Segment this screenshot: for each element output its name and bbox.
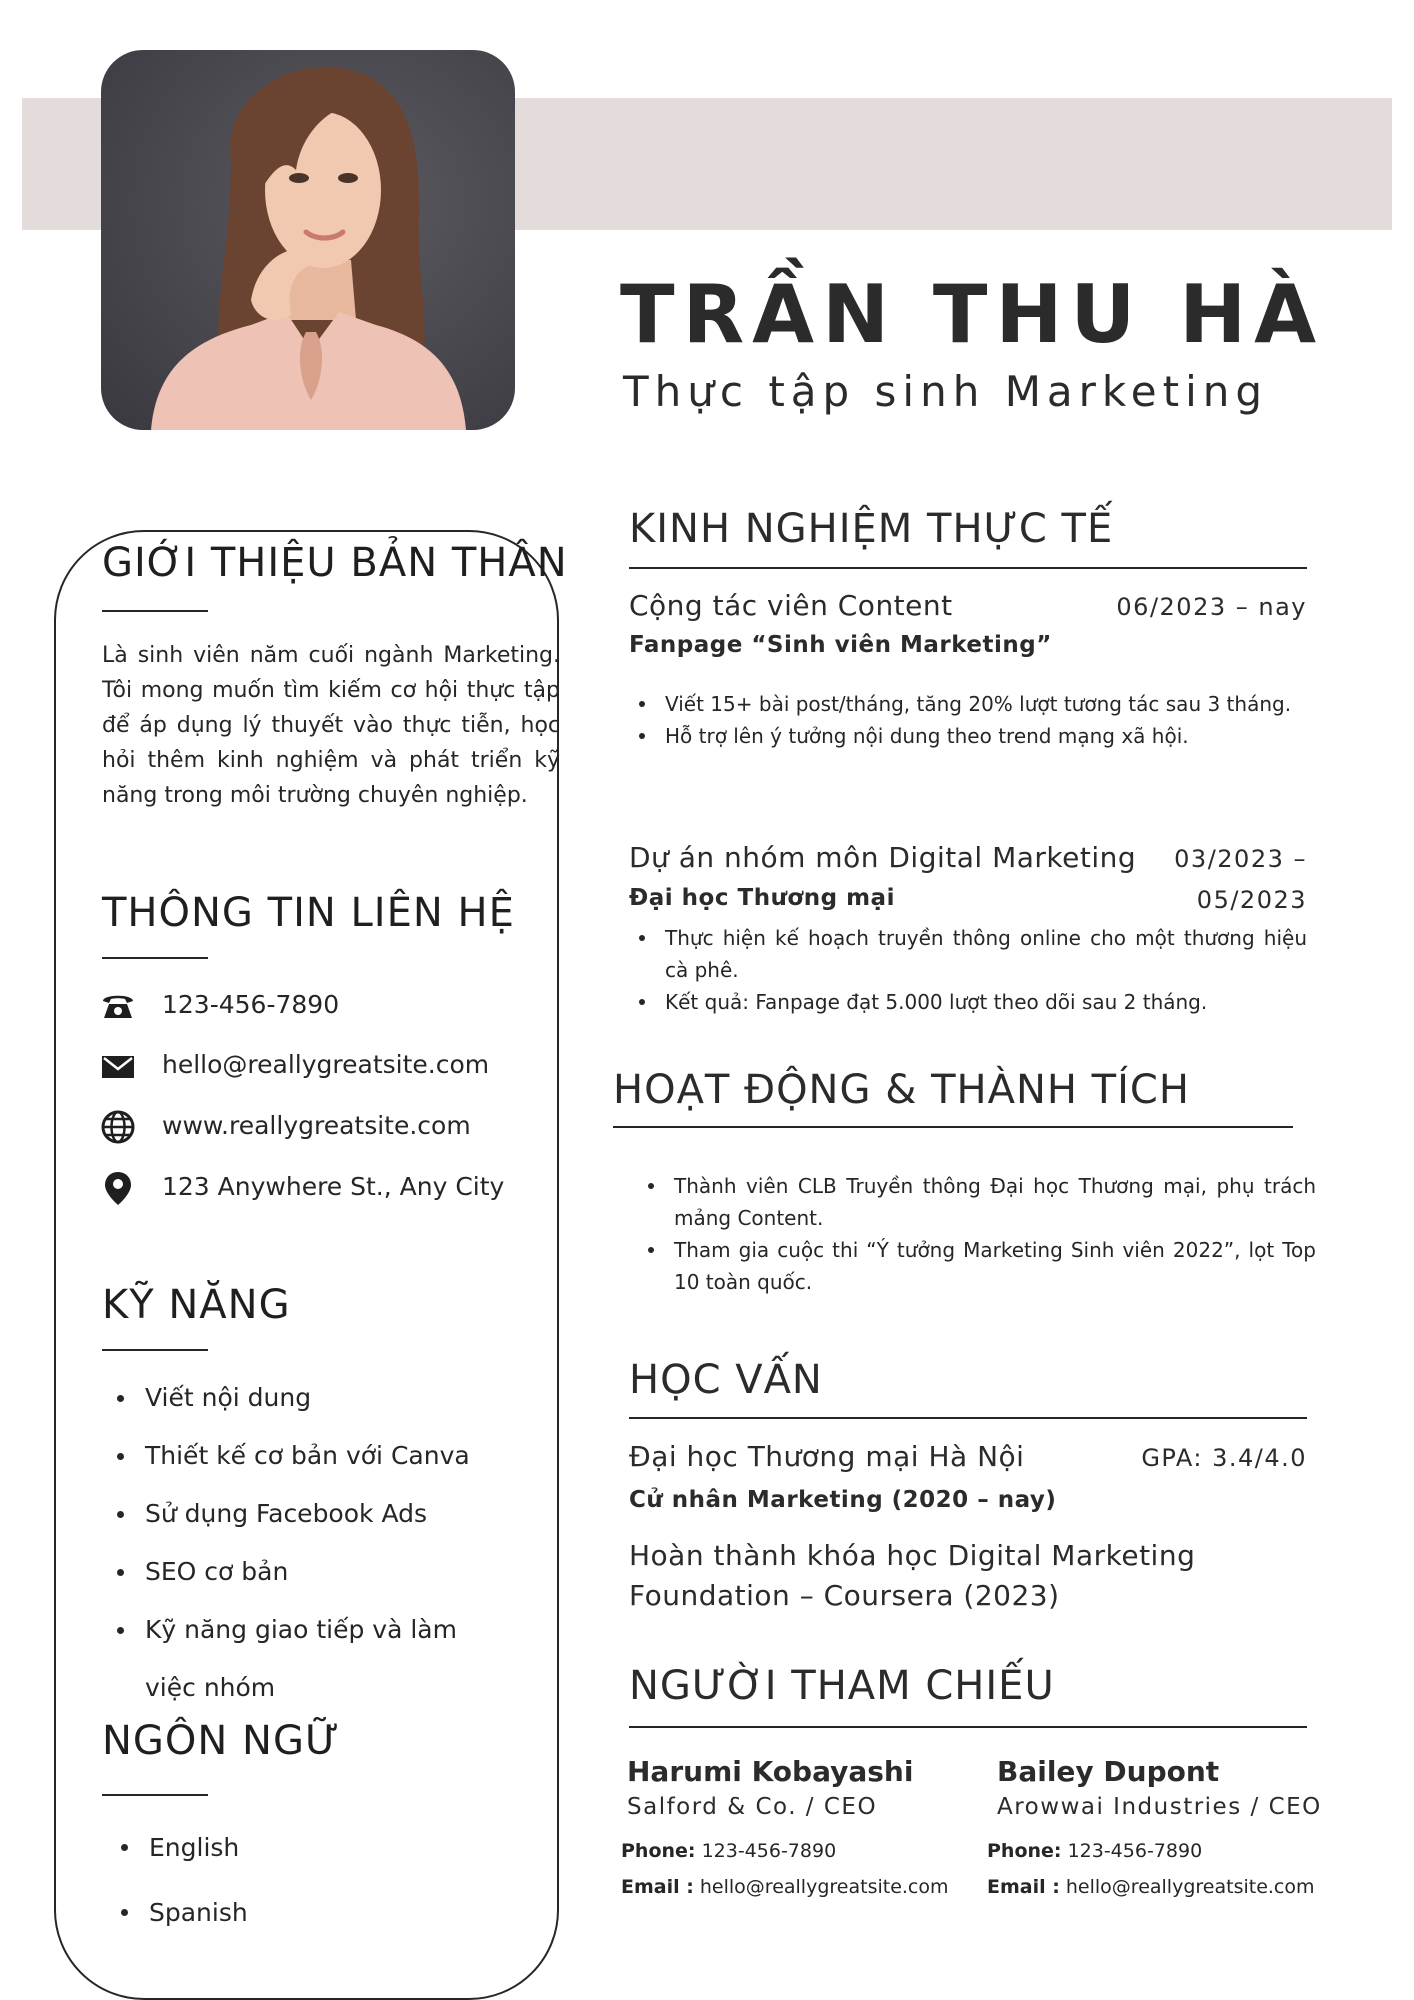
activities-list bbox=[638, 1170, 1316, 1298]
job-date: 06/2023 – nay bbox=[1116, 593, 1307, 621]
education-divider bbox=[629, 1417, 1307, 1419]
reference-role: Salford & Co. / CEO bbox=[627, 1794, 878, 1820]
contact-heading: THÔNG TIN LIÊN HỆ bbox=[102, 890, 515, 936]
contact-email-text[interactable]: hello@reallygreatsite.com bbox=[162, 1050, 490, 1079]
experience-divider bbox=[629, 567, 1307, 569]
language-item: English bbox=[107, 1815, 407, 1880]
contact-address-text: 123 Anywhere St., Any City bbox=[162, 1172, 505, 1201]
reference-role: Arowwai Industries / CEO bbox=[997, 1794, 1322, 1820]
job-bullet: Viết 15+ bài post/tháng, tăng 20% lượt tương tác sau 3 tháng. bbox=[629, 688, 1307, 720]
reference-name: Bailey Dupont bbox=[997, 1755, 1220, 1788]
language-item: Spanish bbox=[107, 1880, 407, 1945]
job-date-start: 03/2023 – bbox=[1174, 845, 1307, 873]
activities-divider bbox=[613, 1126, 1293, 1128]
job-bullet: Thực hiện kế hoạch truyền thông online cho một thương hiệu cà phê. bbox=[629, 922, 1307, 986]
skill-item: Viết nội dung bbox=[103, 1369, 543, 1427]
about-divider bbox=[102, 610, 208, 612]
languages-list bbox=[107, 1815, 407, 1945]
education-school: Đại học Thương mại Hà Nội bbox=[629, 1440, 1025, 1473]
contact-phone bbox=[100, 986, 540, 1026]
activities-heading: HOẠT ĐỘNG & THÀNH TÍCH bbox=[613, 1067, 1190, 1113]
contact-email bbox=[100, 1046, 540, 1086]
job-bullets bbox=[629, 922, 1307, 1018]
reference-phone-value[interactable]: 123-456-7890 bbox=[701, 1840, 837, 1862]
reference-email-label: Email : bbox=[621, 1876, 694, 1898]
reference-phone-value[interactable]: 123-456-7890 bbox=[1067, 1840, 1203, 1862]
globe-icon bbox=[100, 1109, 136, 1145]
activity-item: Thành viên CLB Truyền thông Đại học Thương mại, phụ trách mảng Content. bbox=[638, 1170, 1316, 1234]
skill-item: SEO cơ bản bbox=[103, 1543, 543, 1601]
activity-item: Tham gia cuộc thi “Ý tưởng Marketing Sinh viên 2022”, lọt Top 10 toàn quốc. bbox=[638, 1234, 1316, 1298]
about-heading: GIỚI THIỆU BẢN THÂN bbox=[102, 540, 568, 586]
contact-phone-text[interactable]: 123-456-7890 bbox=[162, 990, 340, 1019]
contact-divider bbox=[102, 957, 208, 959]
job-title: Cộng tác viên Content bbox=[629, 589, 953, 622]
references-heading: NGƯỜI THAM CHIẾU bbox=[629, 1663, 1055, 1709]
reference-name: Harumi Kobayashi bbox=[627, 1755, 914, 1788]
education-degree: Cử nhân Marketing (2020 – nay) bbox=[629, 1487, 1057, 1513]
location-pin-icon bbox=[100, 1170, 136, 1206]
education-gpa: GPA: 3.4/4.0 bbox=[1141, 1444, 1307, 1472]
job-bullet: Kết quả: Fanpage đạt 5.000 lượt theo dõi sau 2 tháng. bbox=[629, 986, 1307, 1018]
contact-website-text[interactable]: www.reallygreatsite.com bbox=[162, 1111, 471, 1140]
contact-address bbox=[100, 1168, 540, 1208]
reference-phone bbox=[987, 1840, 1202, 1862]
skills-heading: KỸ NĂNG bbox=[102, 1282, 291, 1328]
education-course-line1: Hoàn thành khóa học Digital Marketing bbox=[629, 1539, 1196, 1572]
skills-list bbox=[103, 1369, 543, 1717]
reference-phone bbox=[621, 1840, 836, 1862]
reference-phone-label: Phone: bbox=[621, 1840, 696, 1862]
job-org: Đại học Thương mại bbox=[629, 885, 895, 911]
job-bullet: Hỗ trợ lên ý tưởng nội dung theo trend mạng xã hội. bbox=[629, 720, 1307, 752]
skill-item: Thiết kế cơ bản với Canva bbox=[103, 1427, 543, 1485]
reference-phone-label: Phone: bbox=[987, 1840, 1062, 1862]
job-bullets bbox=[629, 688, 1307, 752]
about-text: Là sinh viên năm cuối ngành Marketing. Tôi mong muốn tìm kiếm cơ hội thực tập để áp dụng lý thuyết vào thực tiễn, học hỏi thêm kinh nghiệm và phát triển kỹ năng trong môi trường chuyên nghiệp. bbox=[102, 643, 560, 808]
reference-email-value[interactable]: hello@reallygreatsite.com bbox=[699, 1876, 949, 1898]
education-course-line2: Foundation – Coursera (2023) bbox=[629, 1579, 1060, 1612]
profile-photo bbox=[101, 50, 515, 430]
email-icon bbox=[100, 1048, 136, 1084]
job-role: Thực tập sinh Marketing bbox=[623, 367, 1269, 416]
job-date-end: 05/2023 bbox=[1196, 886, 1307, 914]
experience-heading: KINH NGHIỆM THỰC TẾ bbox=[629, 506, 1114, 552]
job-title: Dự án nhóm môn Digital Marketing bbox=[629, 841, 1137, 874]
profile-photo-woman-icon bbox=[101, 50, 515, 430]
skill-item: Sử dụng Facebook Ads bbox=[103, 1485, 543, 1543]
reference-email-value[interactable]: hello@reallygreatsite.com bbox=[1065, 1876, 1315, 1898]
job-org: Fanpage “Sinh viên Marketing” bbox=[629, 632, 1052, 658]
contact-website bbox=[100, 1107, 540, 1147]
languages-divider bbox=[102, 1794, 208, 1796]
full-name: TRẦN THU HÀ bbox=[620, 268, 1325, 361]
phone-icon bbox=[100, 988, 136, 1024]
reference-email bbox=[987, 1876, 1315, 1898]
education-heading: HỌC VẤN bbox=[629, 1357, 823, 1403]
skills-divider bbox=[102, 1349, 208, 1351]
reference-email bbox=[621, 1876, 949, 1898]
skill-item: Kỹ năng giao tiếp và làm việc nhóm bbox=[103, 1601, 505, 1717]
references-divider bbox=[629, 1726, 1307, 1728]
languages-heading: NGÔN NGỮ bbox=[102, 1718, 341, 1764]
reference-email-label: Email : bbox=[987, 1876, 1060, 1898]
